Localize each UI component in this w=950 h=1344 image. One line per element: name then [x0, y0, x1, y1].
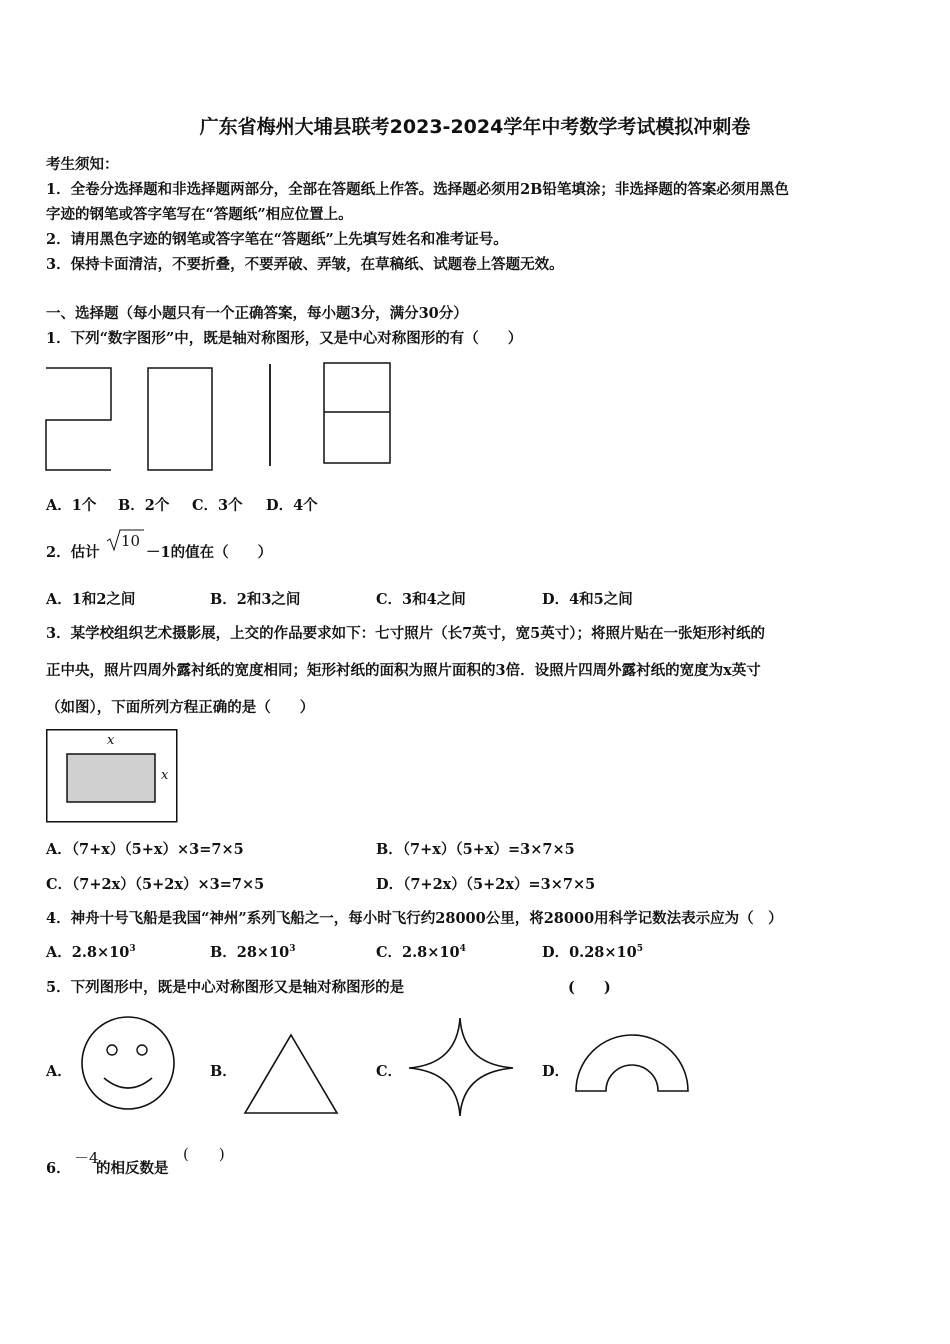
notice-item-1: 1．全卷分选择题和非选择题两部分，全部在答题纸上作答。选择题必须用2B铅笔填涂；非选择题的答案必须用黑色 — [46, 181, 789, 198]
q5-option-d[interactable]: D． — [542, 1063, 570, 1080]
q5-option-c[interactable]: C． — [376, 1063, 403, 1080]
q2-option-c[interactable]: C．3和4之间 — [376, 591, 466, 608]
triangle-icon — [242, 1032, 340, 1116]
q2-prefix: 2．估计 — [46, 544, 100, 561]
notice-heading: 考生须知： — [46, 156, 119, 173]
q5-stem: 5．下列图形中，既是中心对称图形又是轴对称图形的是 — [46, 979, 405, 996]
four-point-star-icon — [405, 1016, 515, 1118]
q2-option-d[interactable]: D．4和5之间 — [542, 591, 633, 608]
q6-number: 6． — [46, 1160, 71, 1177]
q5-option-b[interactable]: B． — [210, 1063, 237, 1080]
notice-item-3: 3．保持卡面清洁，不要折叠，不要弄破、弄皱，在草稿纸、试题卷上答题无效。 — [46, 256, 564, 273]
smiley-face-icon — [80, 1014, 176, 1112]
digit-eight-figure — [324, 363, 390, 463]
q3-option-a[interactable]: A．（7+x）（5+x）×3=7×5 — [46, 841, 244, 858]
q3-option-d[interactable]: D．（7+2x）（5+2x）=3×7×5 — [376, 876, 596, 893]
q6-answer-paren: ( ) — [183, 1145, 225, 1163]
q5-option-a[interactable]: A． — [46, 1063, 72, 1080]
q4-option-a[interactable]: A．$2.8\times 10^3$ — [46, 944, 136, 961]
q1-stem: 1．下列“数字图形”中，既是轴对称图形，又是中心对称图形的有（ ） — [46, 330, 523, 347]
q6-suffix: 的相反数是 — [96, 1160, 169, 1177]
notice-item-1-cont: 字迹的钢笔或答字笔写在“答题纸”相应位置上。 — [46, 206, 353, 223]
q1-digit-figures — [40, 360, 400, 475]
q4-option-d[interactable]: D．$0.28\times 10^5$ — [542, 944, 643, 961]
q4-stem: 4．神舟十号飞船是我国“神州”系列飞船之一，每小时飞行约28000公里，将28000用科学记数法表示应为（ ） — [46, 910, 783, 927]
q3-stem-line-1: 3．某学校组织艺术摄影展，上交的作品要求如下：七寸照片（长7英寸，宽5英寸）；将照片贴在一张矩形衬纸的 — [46, 625, 766, 642]
q2-option-b[interactable]: B．2和3之间 — [210, 591, 301, 608]
q1-option-b[interactable]: B．2个 — [118, 497, 170, 514]
q1-option-d[interactable]: D．4个 — [266, 497, 318, 514]
q5-answer-paren: ( ) — [568, 979, 611, 996]
photo-rect — [67, 754, 155, 802]
q1-option-c[interactable]: C．3个 — [192, 497, 243, 514]
q3-option-c[interactable]: C．（7+2x）（5+2x）×3=7×5 — [46, 876, 265, 893]
digit-two-figure — [46, 368, 111, 470]
q3-fig-label-top: x — [107, 733, 115, 748]
q3-option-b[interactable]: B．（7+x）（5+x）=3×7×5 — [376, 841, 575, 858]
q1-option-a[interactable]: A．1个 — [46, 497, 97, 514]
page-title: 广东省梅州大埔县联考2023-2024学年中考数学考试模拟冲刺卷 — [199, 116, 751, 138]
q6-value: －4 — [74, 1149, 99, 1167]
q2-option-a[interactable]: A．1和2之间 — [46, 591, 136, 608]
q3-fig-label-right: x — [161, 768, 169, 783]
q3-stem-line-3: （如图），下面所列方程正确的是（ ） — [46, 699, 315, 716]
arch-shape-icon — [572, 1028, 692, 1094]
q3-stem-line-2: 正中央，照片四周外露衬纸的宽度相同；矩形衬纸的面积为照片面积的3倍．设照片四周外露衬纸的宽度为x英寸 — [46, 662, 761, 679]
q4-option-c[interactable]: C．$2.8\times 10^4$ — [376, 944, 466, 961]
notice-item-2: 2．请用黑色字迹的钢笔或答字笔在“答题纸”上先填写姓名和准考证号。 — [46, 231, 508, 248]
digit-zero-figure — [148, 368, 212, 470]
q2-suffix: －1的值在（ ） — [146, 544, 273, 561]
q4-option-b[interactable]: B．$28\times 10^3$ — [210, 944, 296, 961]
q2-radicand: 10 — [121, 532, 141, 550]
section-heading: 一、选择题（每小题只有一个正确答案，每小题3分，满分30分） — [46, 305, 468, 322]
